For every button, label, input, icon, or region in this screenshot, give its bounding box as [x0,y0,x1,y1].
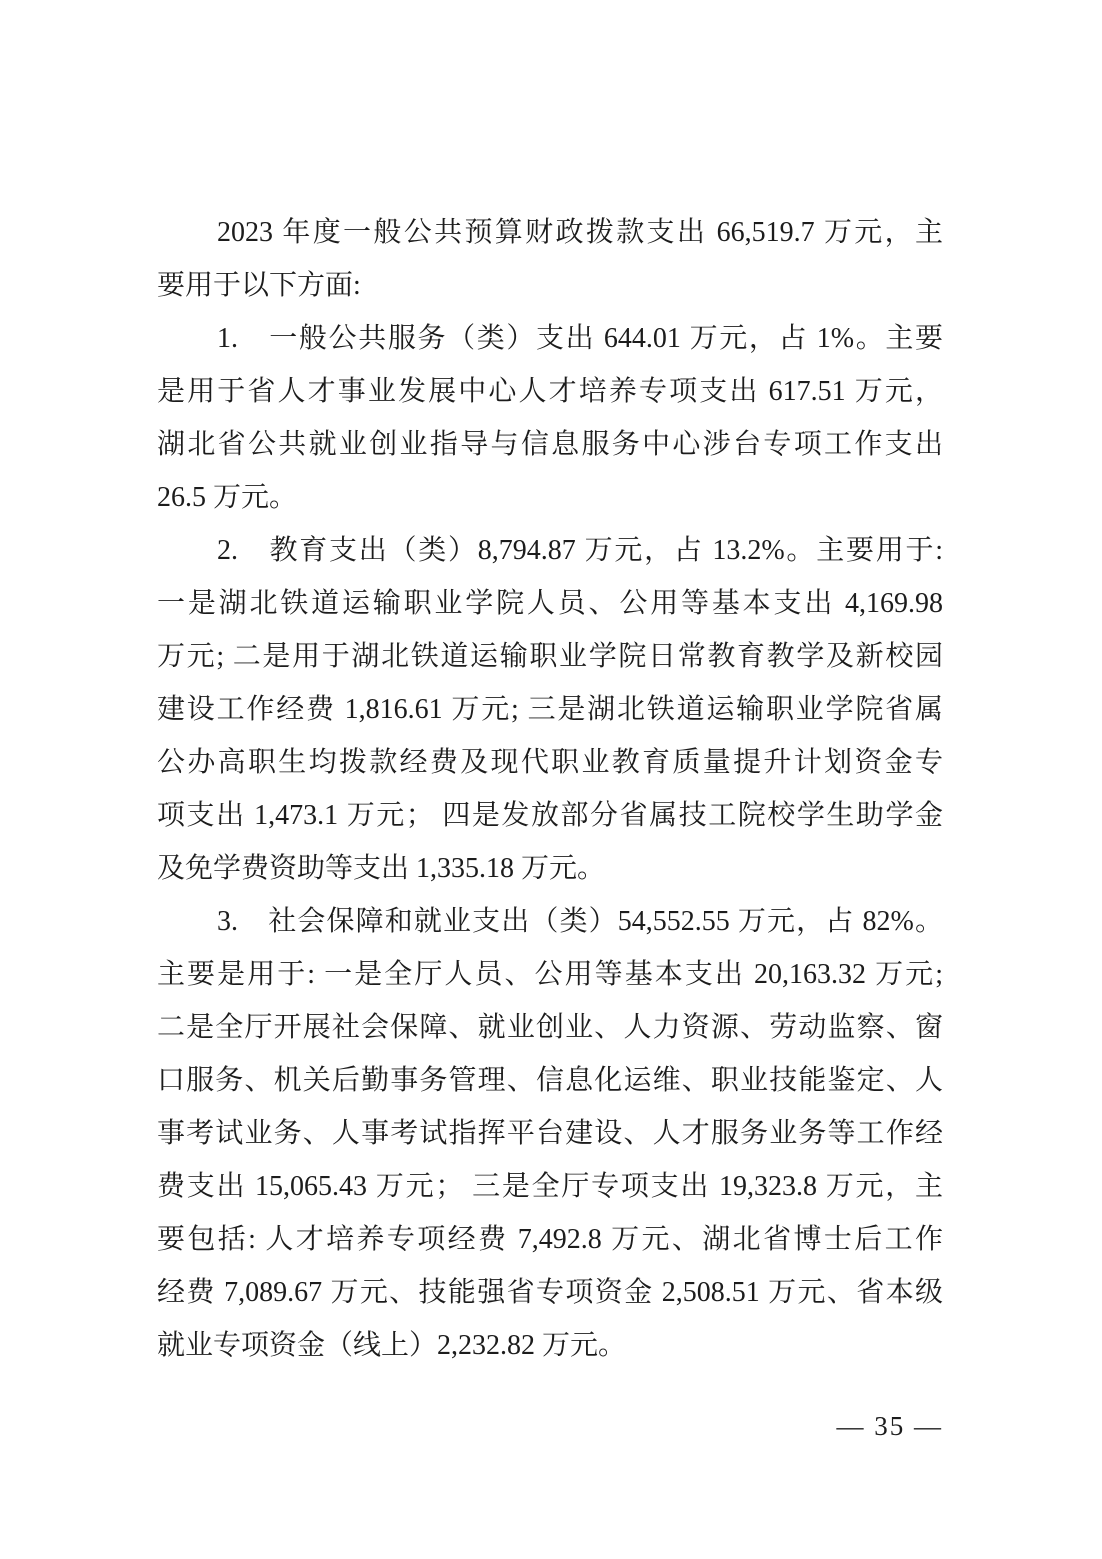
text-line: 要包括: 人才培养专项经费 7,492.8 万元、湖北省博士后工作 [157,1224,943,1255]
text-line: 经费 7,089.67 万元、技能强省专项资金 2,508.51 万元、省本级 [157,1277,943,1308]
text-line: 万元; 二是用于湖北铁道运输职业学院日常教育教学及新校园 [157,641,943,672]
text-line: 一是湖北铁道运输职业学院人员、公用等基本支出 4,169.98 [157,588,943,619]
text-line: 建设工作经费 1,816.61 万元; 三是湖北铁道运输职业学院省属 [157,694,943,725]
paragraph [157,206,943,312]
text-line: 项支出 1,473.1 万元； 四是发放部分省属技工院校学生助学金 [157,800,943,831]
paragraph [157,895,943,1372]
text-line: 口服务、机关后勤事务管理、信息化运维、职业技能鉴定、人 [157,1065,943,1096]
paragraph [157,524,943,895]
text-line: 费支出 15,065.43 万元； 三是全厅专项支出 19,323.8 万元，主 [157,1171,943,1202]
paragraph [157,312,943,524]
page-number: — 35 — [836,1411,943,1441]
text-line: 及免学费资助等支出 1,335.18 万元。 [157,853,606,884]
text-line: 就业专项资金（线上）2,232.82 万元。 [157,1330,627,1361]
text-line: 2. 教育支出（类）8,794.87 万元，占 13.2%。主要用于: [217,535,943,566]
text-line: 湖北省公共就业创业指导与信息服务中心涉台专项工作支出 [157,429,943,460]
text-line: 事考试业务、人事考试指挥平台建设、人才服务业务等工作经 [157,1118,943,1149]
document-body [157,206,943,1372]
text-line: 2023 年度一般公共预算财政拨款支出 66,519.7 万元，主 [217,217,943,248]
text-line: 是用于省人才事业发展中心人才培养专项支出 617.51 万元， [157,376,943,407]
text-line: 主要是用于: 一是全厅人员、公用等基本支出 20,163.32 万元; [157,959,943,990]
text-line: 3. 社会保障和就业支出（类）54,552.55 万元，占 82%。 [217,906,943,937]
text-line: 要用于以下方面: [157,270,361,301]
text-line: 公办高职生均拨款经费及现代职业教育质量提升计划资金专 [157,747,943,778]
text-line: 1. 一般公共服务（类）支出 644.01 万元，占 1%。主要 [217,323,943,354]
text-line: 二是全厅开展社会保障、就业创业、人力资源、劳动监察、窗 [157,1012,943,1043]
text-line: 26.5 万元。 [157,482,298,513]
